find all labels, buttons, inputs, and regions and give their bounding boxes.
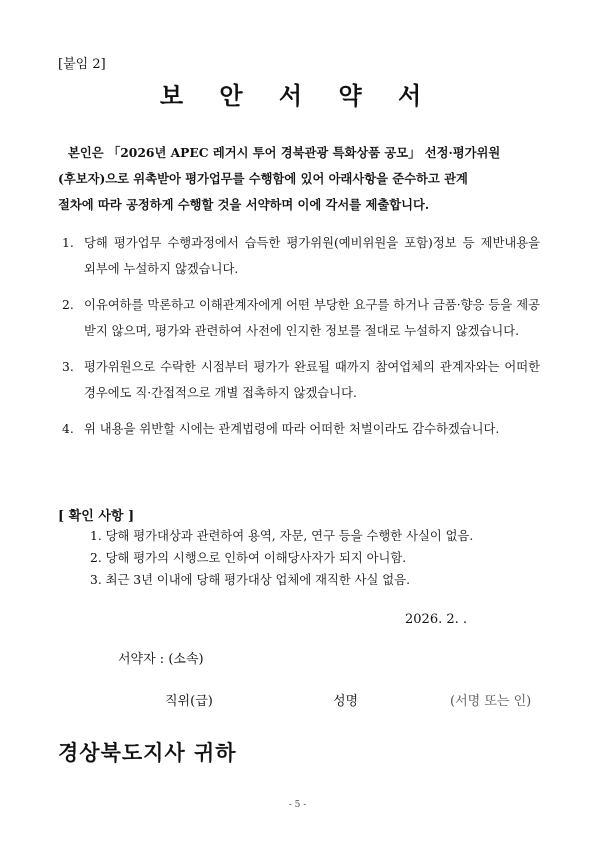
pledge-text: 당해 평가업무 수행과정에서 습득한 평가위원(예비위원을 포함)정보 등 제반내용을 외부에 누설하지 않겠습니다. (84, 236, 540, 276)
pledge-text: 이유여하를 막론하고 이해관계자에게 어떤 부당한 요구를 하거나 금품·향응 등을 제공받지 않으며, 평가와 관련하여 사전에 인지한 정보를 절대로 누설하지 않겠습니다. (84, 298, 540, 338)
intro-line-3: 절차에 따라 공정하게 수행할 것을 서약하며 이에 각서를 제출합니다. (58, 197, 430, 212)
signature-hint: (서명 또는 인) (450, 694, 532, 709)
page-number: - 5 - (288, 800, 307, 810)
pledge-number: 2. (62, 298, 74, 312)
confirmation-list (90, 525, 540, 591)
confirmation-item: 1. 당해 평가대상과 관련하여 용역, 자문, 연구 등을 수행한 사실이 없음. (90, 529, 474, 543)
pledge-item (62, 416, 540, 442)
position-label: 직위(급) (165, 694, 213, 709)
confirmation-item: 3. 최근 3년 이내에 당해 평가대상 업체에 재직한 사실 없음. (90, 573, 410, 587)
pledge-number: 4. (62, 422, 74, 436)
name-label: 성명 (333, 694, 359, 709)
attachment-label: [붙임 2] (58, 57, 106, 72)
confirmation-item: 2. 당해 평가의 시행으로 인하여 이해당사자가 되지 아니함. (90, 551, 407, 565)
pledge-number: 3. (62, 360, 74, 374)
confirmation-title: [ 확인 사항 ] (58, 509, 135, 524)
pledge-item (62, 292, 540, 344)
pledge-list (62, 230, 540, 452)
pledge-item (62, 230, 540, 282)
signature-date: 2026. 2. . (405, 612, 468, 627)
pledge-text: 위 내용을 위반할 시에는 관계법령에 따라 어떠한 처벌이라도 감수하겠습니다. (84, 422, 500, 436)
intro-line-2: (후보자)으로 위촉받아 평가업무를 수행함에 있어 아래사항을 준수하고 관계 (58, 171, 468, 186)
pledge-item (62, 354, 540, 406)
addressee: 경상북도지사 귀하 (58, 740, 237, 765)
document-title: 보 안 서 약 서 (159, 81, 436, 110)
pledge-number: 1. (62, 236, 74, 250)
intro-paragraph (58, 140, 540, 218)
pledge-text: 평가위원으로 수락한 시점부터 평가가 완료될 때까지 참여업체의 관계자와는 어떠한 경우에도 직·간접적으로 개별 접촉하지 않겠습니다. (84, 360, 540, 400)
signer-affiliation-label: 서약자 : (소속) (118, 652, 204, 667)
intro-line-1: 본인은 「2026년 APEC 레거시 투어 경북관광 특화상품 공모」 선정·평가위원 (68, 145, 501, 160)
